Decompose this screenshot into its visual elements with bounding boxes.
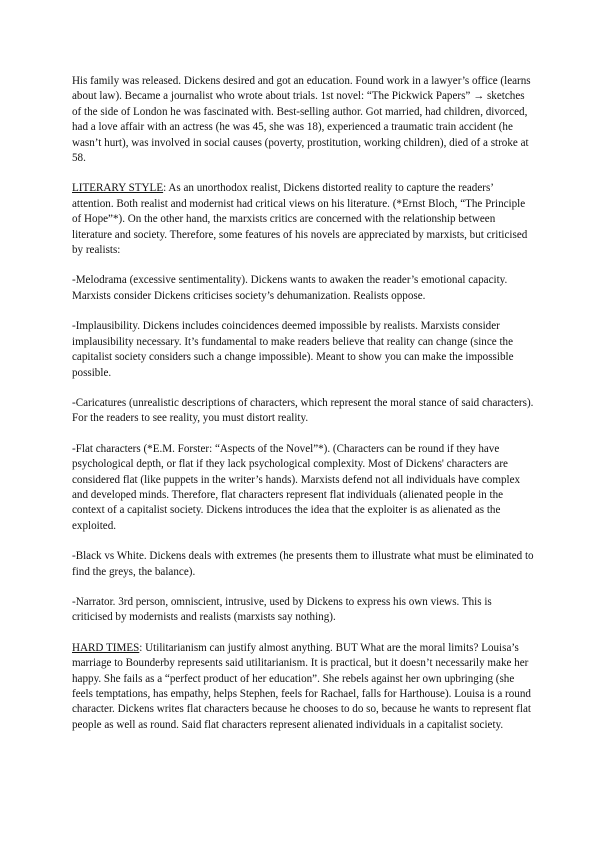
paragraph-black-vs-white	[72, 549, 534, 580]
paragraph-narrator	[72, 595, 534, 626]
paragraph-text: -Caricatures (unrealistic descriptions of characters, which represent the moral stance of said characters). For the readers to see reality, you must distort reality.	[72, 396, 534, 425]
paragraph-literary-style	[72, 181, 534, 258]
section-heading-hard-times: HARD TIMES	[72, 641, 140, 654]
paragraph-melodrama	[72, 273, 534, 304]
paragraph-text: -Narrator. 3rd person, omniscient, intrusive, used by Dickens to express his own views. This is criticised by modernists and realists (marxists say nothing).	[72, 595, 492, 624]
paragraph-text: : Utilitarianism can justify almost anything. BUT What are the moral limits? Louisa’s marriage to Bounderby represents said utilitarianism. It is practical, but it doesn’t necessarily make her happy. She fails as a “perfect product of her education”. She rebels against her own upbringing (she feels temptations, has empathy, helps Stephen, feels for Rachael, falls for Harthouse). Louisa is a round character. Dickens writes flat characters because he chooses to do so, because he wants to represent flat people as well as round. Said flat characters represent alienated individuals in a capitalist society.	[72, 641, 531, 731]
paragraph-text: -Black vs White. Dickens deals with extremes (he presents them to illustrate what must be eliminated to find the greys, the balance).	[72, 550, 534, 578]
paragraph-text: -Implausibility. Dickens includes coincidences deemed impossible by realists. Marxists consider implausibility necessary. It’s fundamental to make readers believe that reality can change (since the capitalist society considers such a change impossible). Meant to show you can make the impossible possible.	[72, 320, 514, 379]
paragraph-implausibility	[72, 319, 534, 381]
paragraph-biography	[72, 74, 534, 166]
paragraph-text: His family was released. Dickens desired and got an education. Found work in a lawyer’s office (learns about law). Became a journalist who wrote about trials. 1st novel: “The Pickwick Papers” → sketches of the side of London he was fascinated with. Best-selling author. Got married, had children, divorced, had a love affair with an actress (he was 45, she was 18), experienced a traumatic train accident (he wasn’t hurt), was involved in social causes (poverty, prostitution, working children), died of a stroke at 58.	[72, 75, 531, 165]
paragraph-flat-characters	[72, 442, 534, 534]
document-body	[72, 74, 534, 748]
paragraph-text: -Flat characters (*E.M. Forster: “Aspects of the Novel”*). (Characters can be round if they have psychological depth, or flat if they lack psychological complexity. Most of Dickens' characters are considered flat (like puppets in the writer’s hands). Marxists defend not all individuals have complex and developed minds. Therefore, flat characters represent flat individuals (alienated people in the context of a capitalist society. Dickens introduces the idea that the exploiter is as alienated as the exploited.	[72, 442, 521, 532]
paragraph-caricatures	[72, 396, 534, 427]
section-heading-literary-style: LITERARY STYLE	[72, 182, 164, 195]
paragraph-text: -Melodrama (excessive sentimentality). Dickens wants to awaken the reader’s emotional capacity. Marxists consider Dickens criticises society’s dehumanization. Realists oppose.	[72, 274, 508, 302]
paragraph-text: : As an unorthodox realist, Dickens distorted reality to capture the readers’ attention. Both realist and modernist had critical views on his literature. (*Ernst Bloch, “The Principle of Hope”*). On the other hand, the marxists critics are concerned with the relationship between literature and society. Therefore, some features of his novels are appreciated by marxists, but criticised by realists:	[72, 182, 528, 257]
paragraph-hard-times	[72, 641, 534, 733]
